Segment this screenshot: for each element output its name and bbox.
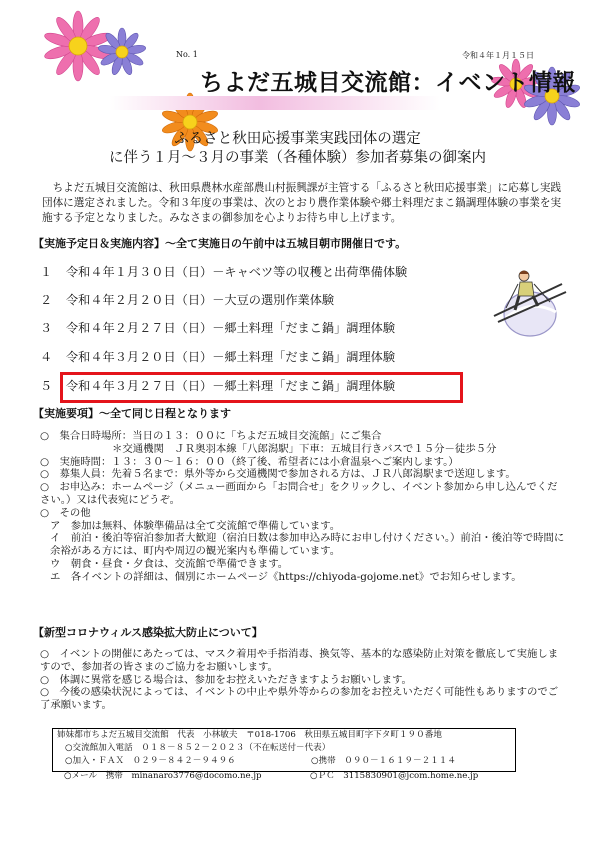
covid-list xyxy=(40,648,565,712)
requirement-line: ○ その他 xyxy=(40,506,91,519)
schedule-item-highlighted xyxy=(40,377,395,394)
requirements-heading: 【実施要項】～全て同じ日程となります xyxy=(33,407,231,420)
requirement-line: ○ 募集人員：先着５名まで：県外等から交通機関で参加される方は、ＪＲ八郎潟駅まで送迎します。 xyxy=(40,468,516,481)
contact-email-mobile: ○メール 携帯 minanaro3776@docomo.ne.jp xyxy=(64,771,262,781)
schedule-item-number: ５ xyxy=(40,379,53,393)
requirements-list xyxy=(40,430,565,584)
contact-email-pc: ○ＰＣ 3115830901@jcom.home.ne.jp xyxy=(310,771,479,781)
intro-paragraph: ちよだ五城目交流館は、秋田県農林水産部農山村振興課が主管する「ふるさと秋田応援事業」に応募し実践団体に選定されました。令和３年度の事業は、次のとおり農作業体験や郷土料理だまこ鍋調理体験の事業を実施する予定となりました。みなさまの御参加を心よりお待ち申し上げます。 xyxy=(42,182,562,224)
requirement-line: エ 各イベントの詳細は、個別にホームページ《https://chiyoda-gojome.net》でお知らせします。 xyxy=(50,570,522,583)
requirement-line: ○ 集合日時場所：当日の１３：００に「ちよだ五城目交流館」にご集合 xyxy=(40,430,382,442)
covid-line: ○ 今後の感染状況によっては、イベントの中止や県外等からの参加をお控えいただく可能性もありますのでご了承願います。 xyxy=(40,686,559,712)
schedule-item-text: 令和４年３月２７日（日）－郷土料理「だまこ鍋」調理体験 xyxy=(66,379,396,393)
requirement-line: ア 参加は無料、体験準備品は全て交流館で準備しています。 xyxy=(50,519,341,532)
schedule-item-text: 令和４年３月２０日（日）－郷土料理「だまこ鍋」調理体験 xyxy=(66,350,396,364)
schedule-item-text: 令和４年２月２７日（日）－郷土料理「だまこ鍋」調理体験 xyxy=(66,321,396,335)
contact-box xyxy=(52,728,516,772)
schedule-item-text: 令和４年２月２０日（日）－大豆の選別作業体験 xyxy=(66,293,335,307)
requirement-line: ウ 朝食・昼食・夕食は、交流館で準備できます。 xyxy=(50,557,289,570)
covid-line: ○ 体調に異常を感じる場合は、参加をお控えいただきますようお願いします。 xyxy=(40,673,412,686)
subtitle-line-1: ふるさと秋田応援事業実践団体の選定 xyxy=(174,131,421,147)
issue-number: No. 1 xyxy=(176,50,198,59)
requirement-line: ＊交通機関 ＪＲ奥羽本線「八郎潟駅」下車：五城目行きバスで１５分－徒歩５分 xyxy=(112,442,497,455)
contact-phone: ○交流館加入電話 ０１８－８５２－２０２３（不在転送付－代表） xyxy=(65,743,331,753)
skier-illustration-icon xyxy=(488,268,570,340)
contact-org: 姉妹都市ちよだ五城目交流館 代表 小林敏夫 〒018-1706 秋田県五城目町字下タ町１９０番地 xyxy=(57,730,442,740)
title-underline-decoration xyxy=(110,96,440,110)
requirement-line: ○ 実施時間：１３：３０～１６：００（終了後、希望者には小倉温泉へご案内します。） xyxy=(40,455,459,468)
contact-mobile: ○携帯 ０９０－１６１９－２１１４ xyxy=(311,756,456,766)
requirement-line: ○ お申込み：ホームページ（メニュー画面から「お問合せ」をクリックし、イベント参加から申し込んでください。）又は代表宛にどうぞ。 xyxy=(40,481,558,506)
page-title: ちよだ五城目交流館：イベント情報 xyxy=(200,70,576,96)
schedule-item xyxy=(40,291,334,308)
schedule-heading: 【実施予定日＆実施内容】～全て実施日の午前中は五城目朝市開催日です。 xyxy=(33,237,407,250)
schedule-item-number: ３ xyxy=(40,321,53,335)
schedule-item xyxy=(40,319,395,336)
subtitle-line-2: に伴う１月～３月の事業（各種体験）参加者募集の御案内 xyxy=(109,150,486,166)
covid-heading: 【新型コロナウィルス感染拡大防止について】 xyxy=(33,626,263,639)
contact-fax: ○加入・ＦＡＸ ０２９－８４２－９４９６ xyxy=(65,756,236,766)
schedule-item-number: １ xyxy=(40,265,53,279)
schedule-item-number: ２ xyxy=(40,293,53,307)
requirement-line: イ 前泊・後泊等宿泊参加者大歓迎（宿泊日数は参加申込み時にお申し付けください。）前泊・後泊等で時間に余裕がある方には、町内や周辺の観光案内も準備しています。 xyxy=(50,532,565,558)
schedule-item xyxy=(40,263,407,280)
issue-date: 令和４年１月１５日 xyxy=(462,51,534,60)
schedule-item-text: 令和４年１月３０日（日）－キャベツ等の収穫と出荷準備体験 xyxy=(66,265,408,279)
schedule-item xyxy=(40,348,395,365)
covid-line: ○ イベントの開催にあたっては、マスク着用や手指消毒、換気等、基本的な感染防止対策を徹底して実施しますので、参加者の皆さまのご協力をお願いします。 xyxy=(40,648,559,673)
schedule-item-number: ４ xyxy=(40,350,53,364)
